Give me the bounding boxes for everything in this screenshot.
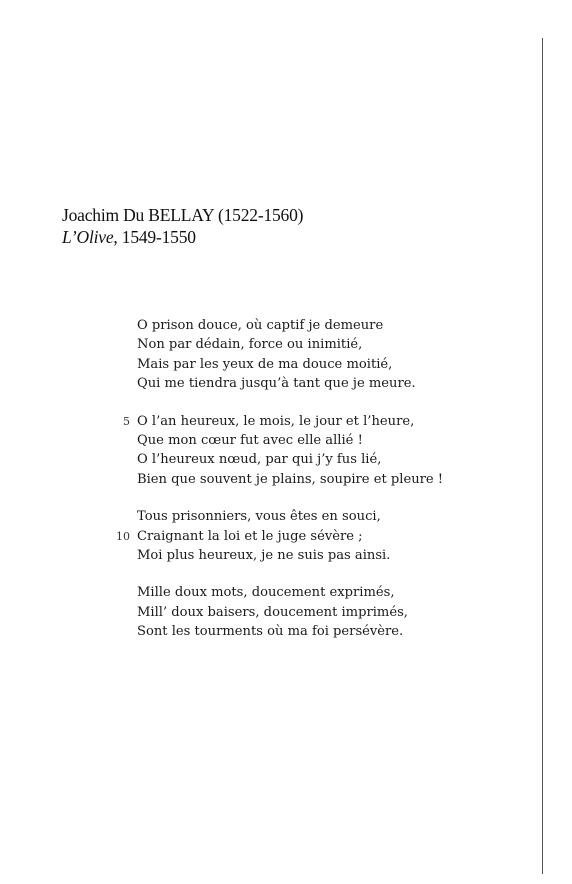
work-line [62,226,303,248]
poem-line [0,527,540,546]
poem-line [0,583,540,602]
line-text: Sont les tourments où ma foi persévère. [137,624,404,640]
line-text: O prison douce, où captif je demeure [137,318,384,333]
line-text: O l’an heureux, le mois, le jour et l’heure, [137,413,415,429]
line-text: Non par dédain, force ou inimitié, [137,337,363,353]
poem-line [0,374,540,393]
stanza [0,316,540,394]
poem-line [0,431,540,450]
line-number: 5 [123,414,130,428]
page-margin-rule [542,38,543,874]
poem-line [0,507,540,526]
line-text: Qui me tiendra jusqu’à tant que je meure. [137,376,416,392]
work-title: L’Olive [62,227,114,247]
poem-line [0,622,540,641]
stanza [0,412,540,490]
line-text: O l’heureux nœud, par qui j’y fus lié, [137,452,382,468]
poem-line [0,470,540,489]
line-text: Mill’ doux baisers, doucement imprimés, [137,604,408,620]
author-line: Joachim Du BELLAY (1522-1560) [62,205,304,225]
poem-line [0,412,540,431]
line-text: Mille doux mots, doucement exprimés, [137,585,395,601]
poem-heading [62,204,303,248]
poem-line [0,355,540,374]
poem-line [0,316,540,335]
poem-line [0,450,540,469]
line-text: Moi plus heureux, je ne suis pas ainsi. [137,547,391,563]
poem-line [0,603,540,622]
line-text: Bien que souvent je plains, soupire et pleure ! [137,471,444,487]
poem-line [0,546,540,565]
line-text: Que mon cœur fut avec elle allié ! [137,432,363,448]
poem-line [0,335,540,354]
stanza [0,507,540,565]
line-text: Mais par les yeux de ma douce moitié, [137,356,393,372]
line-number: 10 [116,529,130,543]
stanza [0,583,540,641]
line-text: Craignant la loi et le juge sévère ; [137,528,363,544]
line-text: Tous prisonniers, vous êtes en souci, [137,509,381,525]
work-dates: , 1549-1550 [113,227,196,247]
poem-body [0,316,540,659]
